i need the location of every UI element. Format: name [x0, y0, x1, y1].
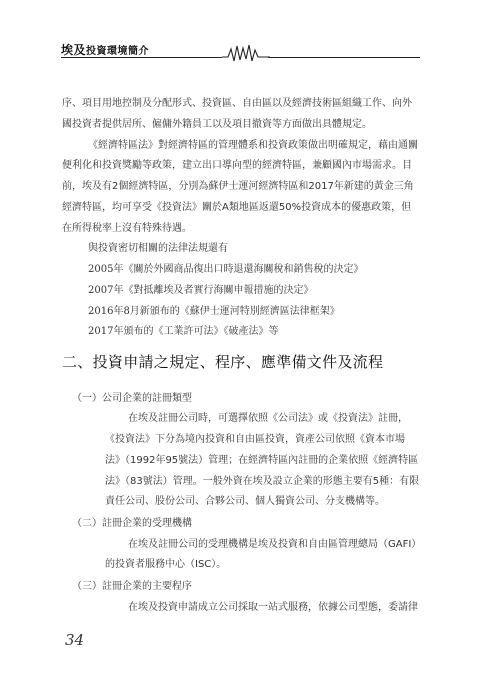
- running-header-sub: 投資環境簡介: [86, 46, 150, 57]
- paragraph-line: 與投資密切相關的法律法規還有: [88, 243, 228, 254]
- paragraph-line: 經濟特區，均可享受《投資法》關於A類地區返還50%投資成本的優惠政策，但: [62, 202, 412, 213]
- subsection-line: 責任公司、股份公司、合夥公司、個人獨資公司、分支機構等。: [105, 496, 385, 507]
- section-title: 二、投資申請之規定、程序、應準備文件及流程: [62, 353, 384, 371]
- running-header-main: 埃及: [61, 43, 87, 57]
- running-header: [61, 41, 149, 58]
- header-rule-left: [61, 57, 222, 58]
- subsection-line: 在埃及註冊公司時，可選擇依照《公司法》或《投資法》註冊，: [128, 413, 408, 424]
- law-item: 2007年《對抵離埃及者實行海關申報措施的決定》: [88, 285, 314, 296]
- header-rule-right: [268, 57, 420, 58]
- subsection-heading: （二）註冊企業的受理機構: [72, 518, 192, 529]
- paragraph-line: 序、項目用地控制及分配形式、投資區、自由區以及經濟技術區組織工作、向外: [62, 98, 412, 109]
- subsection-line: 的投資者服務中心（ISC）。: [105, 559, 227, 570]
- page-number: 34: [65, 631, 85, 649]
- subsection-heading: （三）註冊企業的主要程序: [72, 581, 192, 592]
- subsection-line: 法》（1992年95號法）管理；在經濟特區內註冊的企業依照《經濟特區: [105, 455, 419, 466]
- subsection-heading: （一）公司企業的註冊類型: [72, 393, 192, 404]
- law-item: 2005年《關於外國商品復出口時退還海關稅和銷售稅的決定》: [88, 264, 364, 275]
- subsection-line: 在埃及投資申請成立公司採取一站式服務，依據公司型態，委請律: [128, 602, 418, 613]
- heartbeat-wave-icon: [222, 43, 270, 63]
- subsection-line: 法》（83號法）管理。一般外資在埃及設立企業的形態主要有5種：有限: [105, 476, 420, 487]
- paragraph-line: 國投資者提供居所、僱傭外籍員工以及項目撤資等方面做出具體規定。: [62, 119, 372, 130]
- law-item: 2016年8月新頒布的《蘇伊士運河特別經濟區法律框架》: [88, 306, 340, 317]
- paragraph-line: 前，埃及有2個經濟特區，分別為蘇伊士運河經濟特區和2017年新建的黃金三角: [62, 181, 414, 192]
- subsection-line: 《投資法》下分為境內投資和自由區投資，資產公司依照《資本市場: [105, 434, 405, 445]
- law-item: 2017年頒布的《工業許可法》《破產法》等: [88, 326, 279, 337]
- paragraph-line: 在所得稅率上沒有特殊待遇。: [62, 223, 192, 234]
- subsection-line: 在埃及註冊公司的受理機構是埃及投資和自由區管理總局（GAFI）: [128, 539, 422, 550]
- paragraph-line: 便利化和投資獎勵等政策，建立出口導向型的經濟特區，兼顧國內市場需求。目: [62, 160, 412, 171]
- paragraph-line: 《經濟特區法》對經濟特區的管理體系和投資政策做出明確規定，藉由通關: [88, 140, 418, 151]
